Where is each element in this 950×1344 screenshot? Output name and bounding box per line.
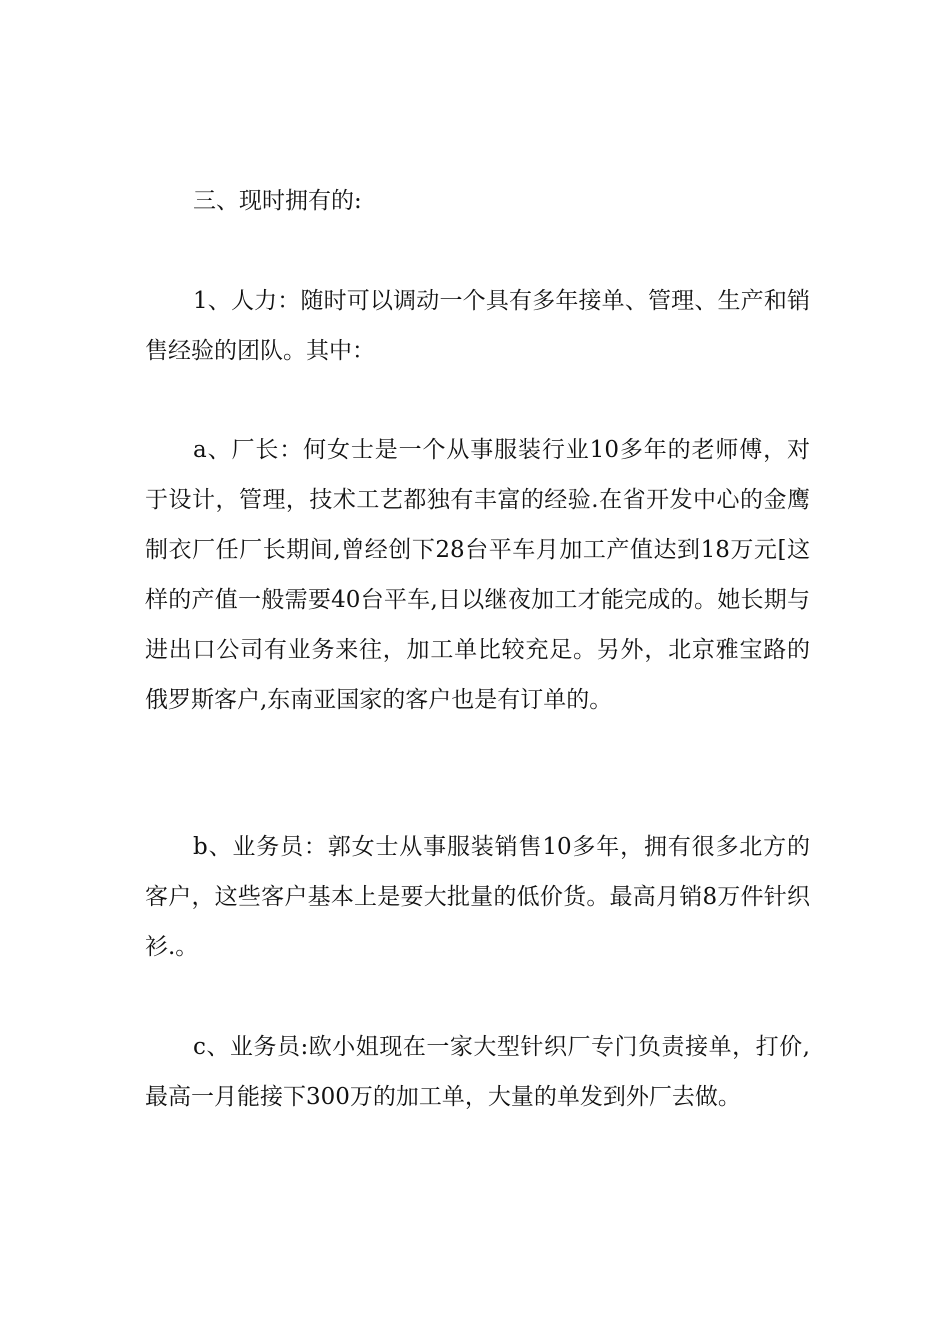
paragraph-factory-director: a、厂长：何女士是一个从事服装行业10多年的老师傅，对于设计，管理，技术工艺都独有丰富的经验.在省开发中心的金鹰制衣厂任厂长期间,曾经创下28台平车月加工产值达到18万元[这样的产值一般需要40台平车,日以继夜加工才能完成的。她长期与进出口公司有业务来往，加工单比较充足。另外，北京雅宝路的俄罗斯客户,东南亚国家的客户也是有订单的。 <box>145 437 810 713</box>
paragraph-manpower: 1、人力：随时可以调动一个具有多年接单、管理、生产和销售经验的团队。其中： <box>145 288 810 364</box>
paragraph-salesperson-ou: c、业务员:欧小姐现在一家大型针织厂专门负责接单，打价,最高一月能接下300万的加工单，大量的单发到外厂去做。 <box>145 1034 810 1110</box>
section-heading: 三、现时拥有的: <box>193 188 362 214</box>
paragraph-salesperson-guo: b、业务员：郭女士从事服装销售10多年，拥有很多北方的客户，这些客户基本上是要大批量的低价货。最高月销8万件针织衫.。 <box>145 834 810 960</box>
